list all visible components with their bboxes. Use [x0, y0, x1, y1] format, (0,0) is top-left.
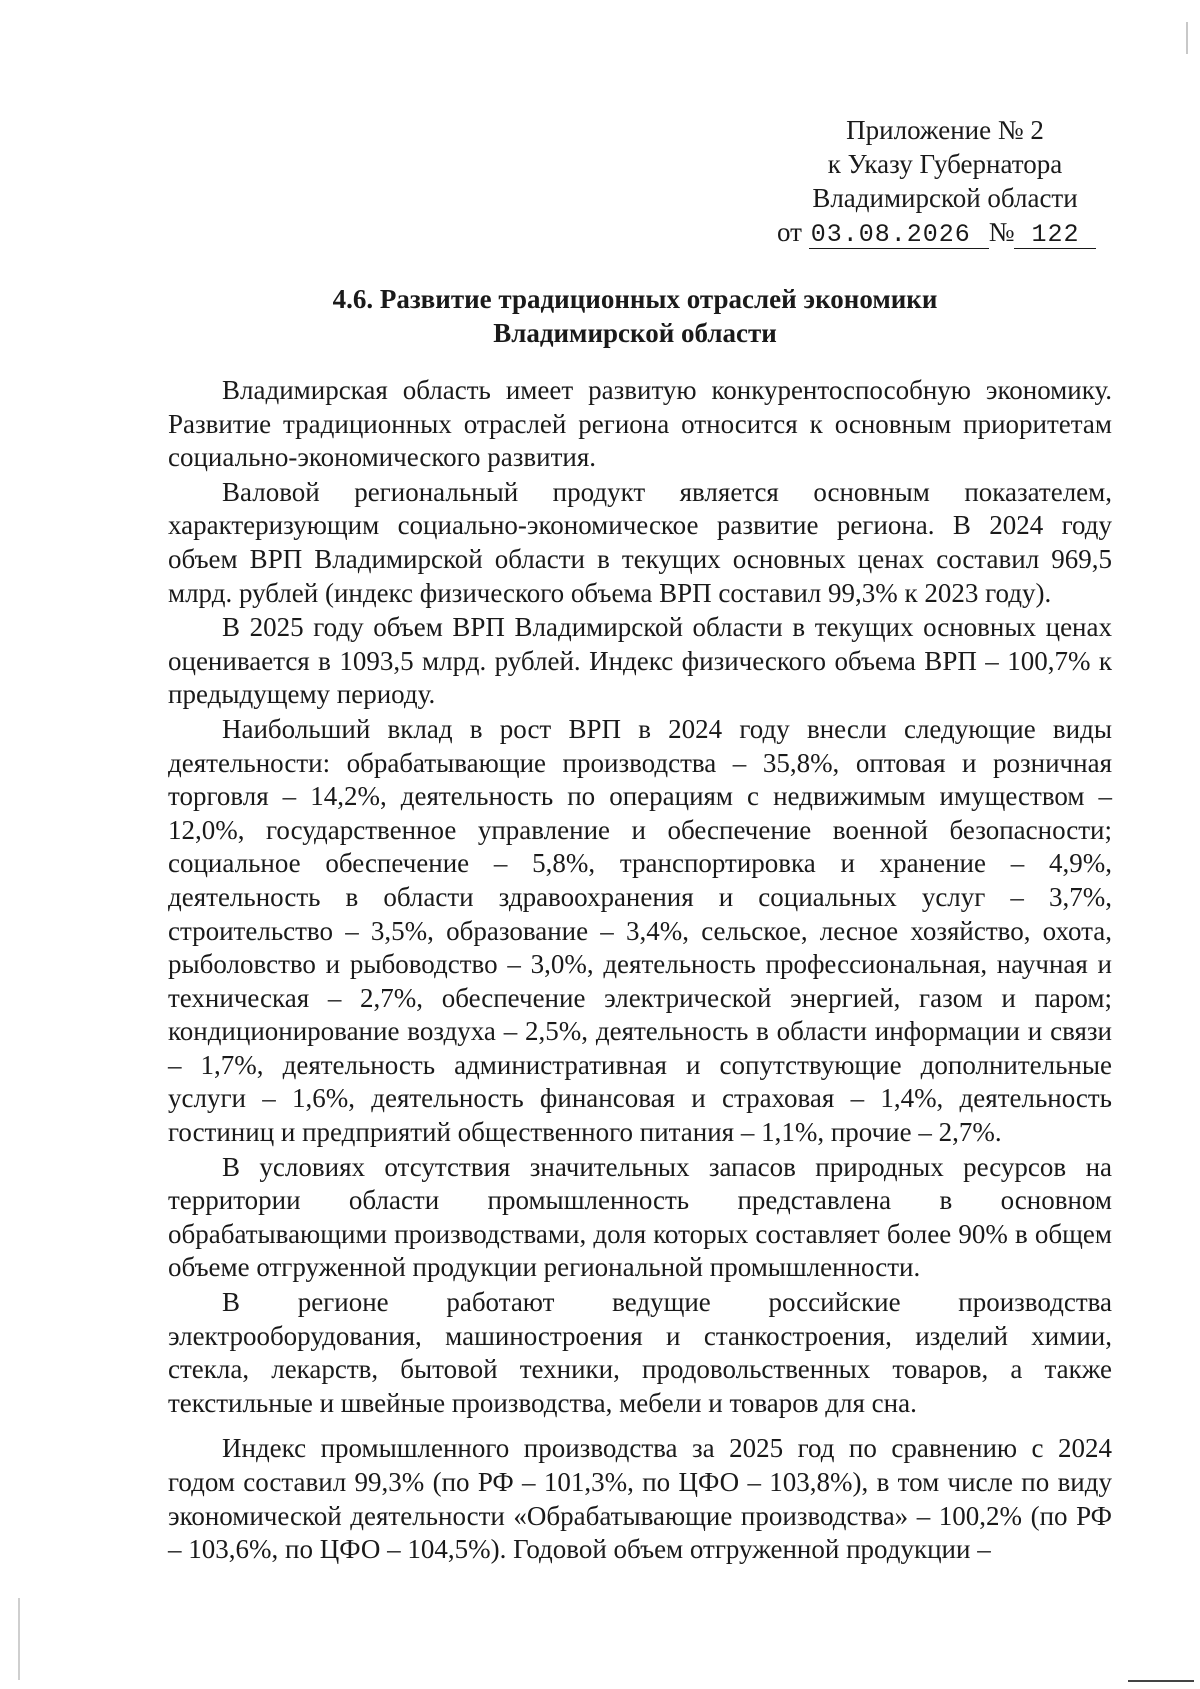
scan-edge-mark: [18, 1598, 20, 1680]
section-title: [170, 282, 1100, 350]
appendix-decree-ref: к Указу Губернатора: [827, 149, 1063, 179]
decree-date: 03.08.2026: [809, 222, 989, 249]
paragraph: Наибольший вклад в рост ВРП в 2024 году внесли следующие виды деятельности: обрабатывающие производства – 35,8%, оптовая и розничная торговля – 14,2%, деятельность по операциям с недвижимым имуществом – 12,0%, государственное управление и обеспечение военной безопасности; социальное обеспечение – 5,8%, транспортировка и хранение – 4,9%, деятельность в области здравоохранения и социальных услуг – 3,7%, строительство – 3,5%, образование – 3,4%, сельское, лесное хозяйство, охота, рыболовство и рыбоводство – 3,0%, деятельность профессиональная, научная и техническая – 2,7%, обеспечение электрической энергией, газом и паром; кондиционирование воздуха – 2,5%, деятельность в области информации и связи – 1,7%, деятельность административная и сопутствующие дополнительные услуги – 1,6%, деятельность финансовая и страховая – 1,4%, деятельность гостиниц и предприятий общественного питания – 1,1%, прочие – 2,7%.: [168, 713, 1112, 1148]
decree-number: 122: [1014, 222, 1096, 249]
paragraph: Валовой региональный продукт является основным показателем, характеризующим социально-экономическое развитие региона. В 2024 году объем ВРП Владимирской области в текущих основных ценах составил 969,5 млрд. рублей (индекс физического объема ВРП составил 99,3% к 2023 году).: [168, 476, 1112, 608]
paragraph: В 2025 году объем ВРП Владимирской области в текущих основных ценах оценивается в 1093,5 млрд. рублей. Индекс физического объема ВРП – 100,7% к предыдущему периоду.: [168, 612, 1112, 710]
appendix-number: Приложение № 2: [846, 115, 1044, 145]
scan-edge-mark: [1128, 1680, 1194, 1682]
number-prefix: №: [988, 217, 1015, 247]
paragraph: В условиях отсутствия значительных запасов природных ресурсов на территории области промышленность представлена в основном обрабатывающими производствами, доля которых составляет более 90% в общем объеме отгруженной продукции региональной промышленности.: [168, 1151, 1112, 1283]
appendix-header: [777, 113, 1110, 249]
scan-edge-mark: [1186, 22, 1188, 54]
section-title-line-2: Владимирской области: [493, 318, 777, 348]
paragraph: В регионе работают ведущие российские производства электрооборудования, машиностроения и станкостроения, изделий химии, стекла, лекарств, бытовой техники, продовольственных товаров, а также текстильные и швейные производства, мебели и товаров для сна.: [168, 1287, 1112, 1418]
appendix-region: Владимирской области: [812, 183, 1078, 213]
paragraph: Владимирская область имеет развитую конкурентоспособную экономику. Развитие традиционных отраслей региона относится к основным приоритетам социально-экономического развития.: [168, 375, 1112, 473]
paragraph: Индекс промышленного производства за 2025 год по сравнению с 2024 годом составил 99,3% (по РФ – 101,3%, по ЦФО – 103,8%), в том числе по виду экономической деятельности «Обрабатывающие производства» – 100,2% (по РФ – 103,6%, по ЦФО – 104,5%). Годовой объем отгруженной продукции –: [168, 1433, 1112, 1565]
section-title-line-1: 4.6. Развитие традиционных отраслей экономики: [332, 284, 938, 314]
date-prefix: от: [777, 217, 802, 247]
decree-date-number-line: [777, 215, 1110, 249]
section-body: [168, 374, 1112, 1567]
